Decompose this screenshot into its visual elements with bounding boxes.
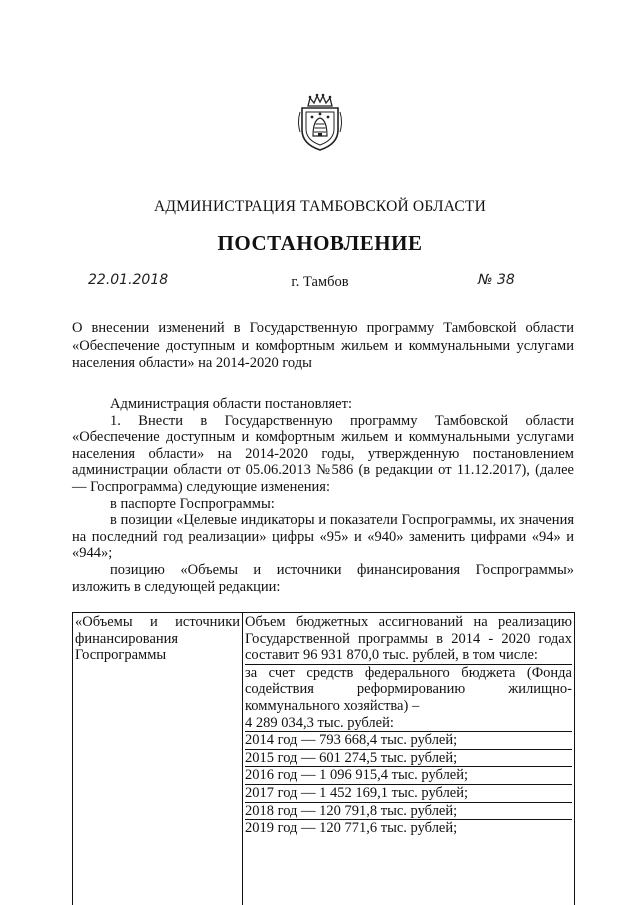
paragraph: в паспорте Госпрограммы:	[110, 495, 275, 512]
coat-of-arms-icon	[296, 92, 344, 152]
paragraph: 1. Внести в Государственную программу Тамбовской области «Обеспечение доступным и комфортным жильем и коммунальными услугами населения области» на 2014-2020 годы, утвержденную постановлением администрации области от 05.06.2013 №586 (в редакции от 11.12.2017), (далее — Госпрограмма) следующие изменения:	[72, 412, 574, 495]
document-number: № 38	[478, 272, 515, 288]
paragraph: в позиции «Целевые индикаторы и показатели Госпрограммы, их значения на последний год реализации» цифры «95» и «940» заменить цифрами «94» и «944»;	[72, 512, 574, 562]
financing-source: за счет средств федерального бюджета (Фонда содействия реформированию жилищно-коммунального хозяйства) –	[245, 664, 572, 714]
table-row	[73, 613, 575, 905]
paragraph: Администрация области постановляет:	[110, 396, 352, 412]
financing-year: 2015 год — 601 274,5 тыс. рублей;	[245, 750, 572, 768]
financing-year: 2016 год — 1 096 915,4 тыс. рублей;	[245, 767, 572, 785]
financing-year: 2018 год — 120 791,8 тыс. рублей;	[245, 803, 572, 821]
organization-name: АДМИНИСТРАЦИЯ ТАМБОВСКОЙ ОБЛАСТИ	[154, 198, 486, 215]
city: г. Тамбов	[291, 274, 349, 290]
financing-year: 2014 год — 793 668,4 тыс. рублей;	[245, 732, 572, 750]
document-body	[72, 396, 574, 595]
financing-total: 4 289 034,3 тыс. рублей:	[245, 715, 572, 733]
financing-table	[72, 612, 575, 905]
financing-year: 2019 год — 120 771,6 тыс. рублей;	[245, 820, 458, 837]
financing-year: 2017 год — 1 452 169,1 тыс. рублей;	[245, 785, 572, 803]
document-date: 22.01.2018	[88, 272, 169, 288]
financing-intro: Объем бюджетных ассигнований на реализацию Государственной программы в 2014 - 2020 годах составит 96 931 870,0 тыс. рублей, в том числе:	[245, 614, 572, 664]
document-title: О внесении изменений в Государственную программу Тамбовской области «Обеспечение доступным и комфортным жильем и коммунальными услугами населения области» на 2014-2020 годы	[72, 320, 574, 371]
document-type: ПОСТАНОВЛЕНИЕ	[217, 231, 423, 255]
table-cell-label: «Объемы и источники финансирования Госпрограммы	[73, 613, 243, 905]
table-cell-value	[243, 613, 575, 905]
paragraph: позицию «Объемы и источники финансирования Госпрограммы» изложить в следующей редакции:	[72, 561, 574, 595]
